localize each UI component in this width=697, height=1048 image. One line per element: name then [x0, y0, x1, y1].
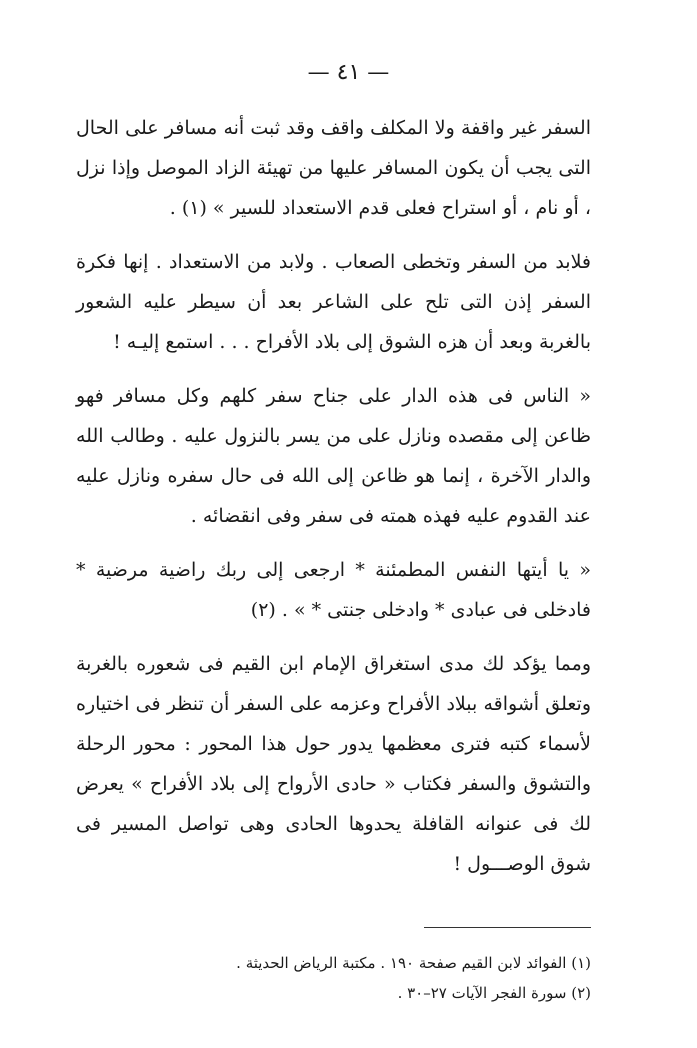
footnote-1: (١) الفوائد لابن القيم صفحة ١٩٠ . مكتبة الرياض الحديثة . [236, 954, 591, 972]
paragraph-3: « الناس فى هذه الدار على جناح سفر كلهم وكل مسافر فهو ظاعن إلى مقصده ونازل على من يسر بالنزول عليه . وطالب الله والدار الآخرة ، إنما هو ظاعن إلى الله فى حال سفره ونازل عليه عند القدوم عليه فهذه همته فى سفر وفى انقضائه . [76, 385, 591, 527]
footnote-2: (٢) سورة الفجر الآيات ٢٧–٣٠ . [397, 984, 591, 1002]
footnote-divider [424, 927, 591, 928]
paragraph-5: ومما يؤكد لك مدى استغراق الإمام ابن القيم فى شعوره بالغربة وتعلق أشواقه ببلاد الأفراح وعزمه على السفر أن تنظر فى اختياره لأسماء كتبه فترى معظمها يدور حول هذا المحور : محور الرحلة والتشوق والسفر فكتاب « حادى الأرواح إلى بلاد الأفراح » يعرض لك فى عنوانه القافلة يحدوها الحادى وهى تواصل المسير فى شوق الوصـــول ! [76, 653, 591, 875]
paragraph-2: فلابد من السفر وتخطى الصعاب . ولابد من الاستعداد . إنها فكرة السفر إذن التى تلح على الشاعر بعد أن سيطر عليه الشعور بالغربة وبعد أن هزه الشوق إلى بلاد الأفراح . . . استمع إليـه ! [76, 251, 591, 353]
paragraph-4: « يا أيتها النفس المطمئنة * ارجعى إلى ربك راضية مرضية * فادخلى فى عبادى * وادخلى جنتى * » . (٢) [76, 559, 591, 621]
body-text [76, 108, 591, 884]
paragraph-1: السفر غير واقفة ولا المكلف واقف وقد ثبت أنه مسافر على الحال التى يجب أن يكون المسافر عليها من تهيئة الزاد الموصل وإذا نزل ، أو نام ، أو استراح فعلى قدم الاستعداد للسير » (١) . [76, 117, 591, 219]
page-number: — ٤١ — [307, 60, 390, 85]
footnotes [76, 948, 591, 1008]
